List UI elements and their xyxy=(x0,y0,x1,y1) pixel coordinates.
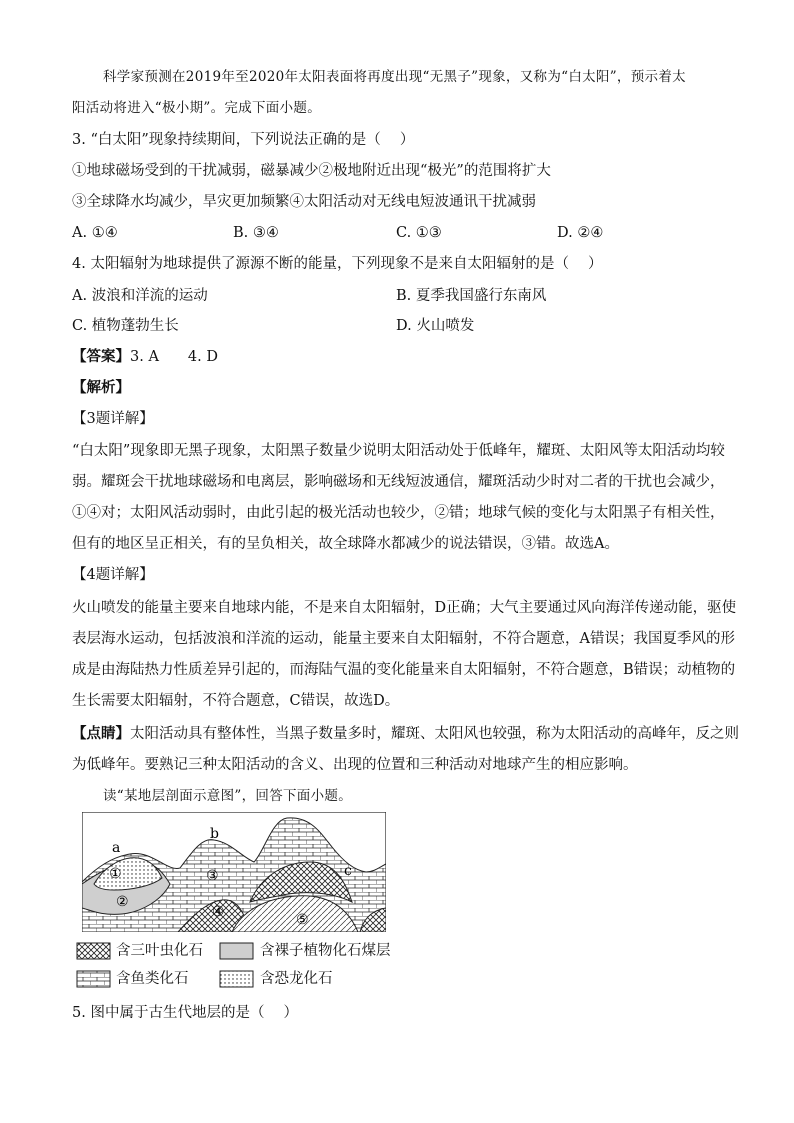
tips-line-1-text: 太阳活动具有整体性，当黑子数量多时，耀斑、太阳风也较强，称为太阳活动的高峰年，反之则 xyxy=(130,726,739,742)
legend-text-dinosaur: 含恐龙化石 xyxy=(260,971,333,987)
detail3-line: 但有的地区呈正相关，有的呈负相关，故全球降水都减少的说法错误，③错。故选A。 xyxy=(72,536,619,552)
detail4-line: 成是由海陆热力性质差异引起的，而海陆气温的变化能量来自太阳辐射，不符合题意，B错误；动植物的 xyxy=(72,662,736,678)
detail3-line: “白太阳”现象即无黑子现象，太阳黑子数量少说明太阳活动处于低峰年，耀斑、太阳风等太阳活动均较 xyxy=(72,443,725,459)
legend-text-trilobite: 含三叶虫化石 xyxy=(116,943,203,959)
detail3-label: 【3题详解】 xyxy=(72,411,154,427)
legend-swatch-brick xyxy=(76,969,112,989)
legend-text-gymnosperm: 含裸子植物化石煤层 xyxy=(260,943,391,959)
q3-stem: 3. “白太阳”现象持续期间，下列说法正确的是（ ） xyxy=(72,132,415,148)
tips-paragraph xyxy=(72,718,739,781)
tips-label: 【点睛】 xyxy=(72,725,130,742)
answer-value: 3. A 4. D xyxy=(130,349,218,365)
label-4: ④ xyxy=(212,904,225,920)
label-1: ① xyxy=(109,866,122,882)
tips-line-2: 为低峰年。要熟记三种太阳活动的含义、出现的位置和三种活动对地球产生的相应影响。 xyxy=(72,757,638,773)
detail4-line: 火山喷发的能量主要来自地球内能，不是来自太阳辐射，D正确；大气主要通过风向海洋传递动能，驱使 xyxy=(72,600,737,616)
legend-swatch-gray xyxy=(219,941,255,961)
intro-line-1: 科学家预测在2019年至2020年太阳表面将再度出现“无黑子”现象，又称为“白太阳”，预示着太 xyxy=(103,69,686,85)
stratum-section-diagram xyxy=(82,812,386,932)
tips-line-1 xyxy=(72,718,739,750)
q4-stem: 4. 太阳辐射为地球提供了源源不断的能量，下列现象不是来自太阳辐射的是（ ） xyxy=(72,256,603,272)
detail4-line: 生长需要太阳辐射，不符合题意，C错误，故选D。 xyxy=(72,693,400,709)
q3-item-line-1: ①地球磁场受到的干扰减弱，磁暴减少②极地附近出现“极光”的范围将扩大 xyxy=(72,163,551,179)
answer-label: 【答案】 xyxy=(72,348,130,365)
detail3-paragraph xyxy=(72,436,725,560)
q3-option-a: A. ①④ xyxy=(72,225,118,241)
detail3-line: ①④对；太阳风活动弱时，由此引起的极光活动也较少，②错；地球气候的变化与太阳黑子有相关性， xyxy=(72,505,725,521)
intro-line-2: 阳活动将进入“极小期”。完成下面小题。 xyxy=(72,100,322,116)
label-a: a xyxy=(112,840,121,856)
q3-option-d: D. ②④ xyxy=(557,225,604,241)
q4-option-b: B. 夏季我国盛行东南风 xyxy=(396,288,547,304)
legend-text-fish: 含鱼类化石 xyxy=(116,971,189,987)
label-5: ⑤ xyxy=(296,912,309,928)
label-c: c xyxy=(344,863,352,879)
q4-option-c: C. 植物蓬勃生长 xyxy=(72,318,179,334)
detail4-label: 【4题详解】 xyxy=(72,567,154,583)
legend-swatch-dots xyxy=(219,969,255,989)
read-prompt: 读“某地层剖面示意图”，回答下面小题。 xyxy=(103,788,353,804)
q5-stem: 5. 图中属于古生代地层的是（ ） xyxy=(72,1005,299,1021)
q3-option-b: B. ③④ xyxy=(233,225,279,241)
q3-option-c: C. ①③ xyxy=(396,225,442,241)
detail3-line: 弱。耀斑会干扰地球磁场和电离层，影响磁场和无线短波通信，耀斑活动少时对二者的干扰也会减少， xyxy=(72,474,725,490)
detail4-paragraph xyxy=(72,593,737,717)
q4-option-a: A. 波浪和洋流的运动 xyxy=(72,288,208,304)
legend-swatch-crosshatch xyxy=(76,941,112,961)
answer-line xyxy=(72,347,218,367)
q4-option-d: D. 火山喷发 xyxy=(396,318,475,334)
detail4-line: 表层海水运动，包括波浪和洋流的运动，能量主要来自太阳辐射，不符合题意，A错误；我国夏季风的形 xyxy=(72,631,735,647)
label-2: ② xyxy=(116,894,129,910)
label-3: ③ xyxy=(206,868,219,884)
analysis-label: 【解析】 xyxy=(72,379,130,396)
q3-item-line-2: ③全球降水均减少，旱灾更加频繁④太阳活动对无线电短波通讯干扰减弱 xyxy=(72,194,536,210)
label-b: b xyxy=(210,826,219,842)
